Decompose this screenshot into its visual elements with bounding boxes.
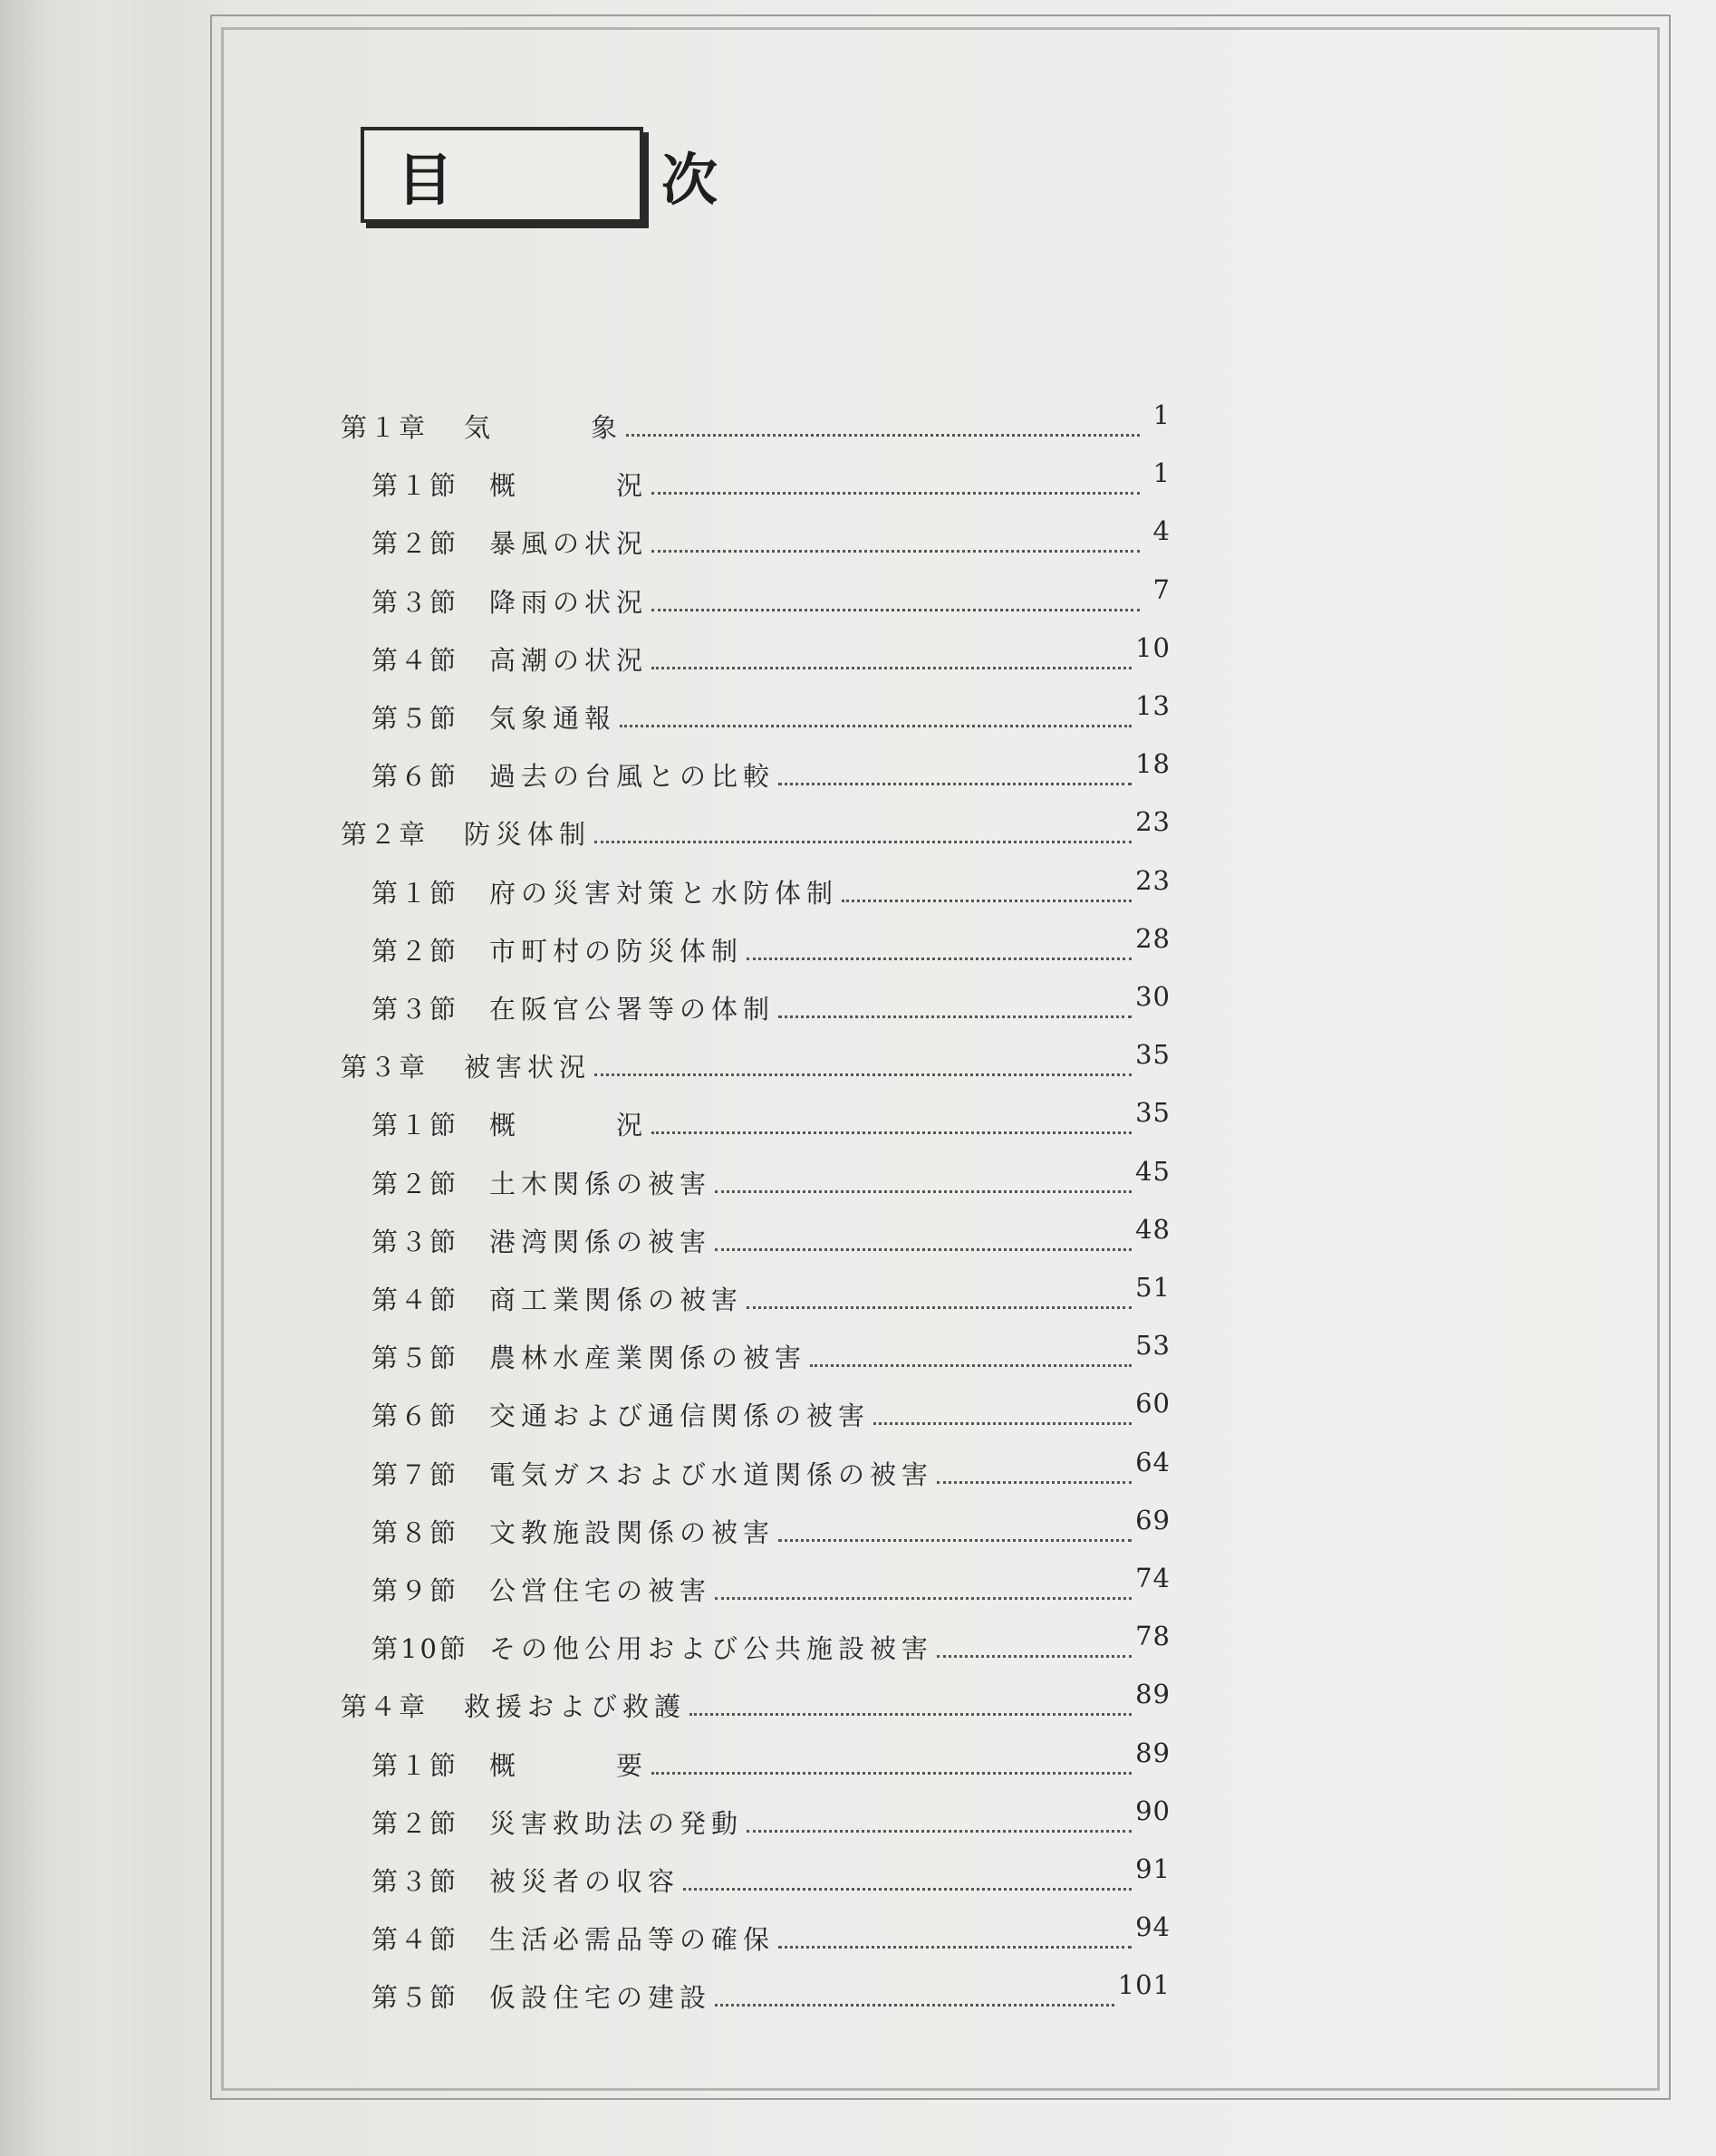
toc-entry-number: 第２節 (371, 1807, 459, 1839)
toc-leader-dots (778, 1946, 1132, 1949)
toc-entry-number: 第３章 (341, 1052, 429, 1083)
toc-section-entry[interactable] (371, 1911, 1171, 1958)
toc-entry-number: 第５節 (371, 703, 459, 734)
toc-entry-label: 土木関係の被害 (489, 1168, 712, 1199)
toc-leader-dots (651, 1772, 1132, 1775)
toc-entry-number: 第４章 (341, 1691, 429, 1723)
toc-entry-label: 被害状況 (464, 1052, 592, 1083)
toc-entry-number: 第６節 (371, 1400, 459, 1432)
toc-entry-label: 概 況 (489, 470, 649, 502)
toc-chapter-entry[interactable] (341, 1679, 1171, 1725)
toc-entry-page: 45 (1135, 1155, 1171, 1187)
toc-entry-page: 51 (1135, 1272, 1171, 1303)
toc-entry-number: 第４節 (371, 1924, 459, 1956)
toc-entry-page: 91 (1135, 1853, 1171, 1884)
toc-section-entry[interactable] (371, 457, 1171, 504)
toc-leader-dots (651, 550, 1140, 553)
toc-entry-label: 過去の台風との比較 (489, 761, 776, 793)
toc-section-entry[interactable] (371, 1097, 1171, 1143)
toc-entry-label: 概 況 (489, 1110, 649, 1141)
toc-section-entry[interactable] (371, 573, 1171, 621)
toc-section-entry[interactable] (371, 631, 1171, 679)
toc-chapter-entry[interactable] (341, 1039, 1171, 1085)
toc-section-entry[interactable] (371, 690, 1171, 736)
toc-entry-number: 第２節 (371, 935, 459, 967)
toc-entry-label: 文教施設関係の被害 (489, 1516, 776, 1548)
toc-entry-number: 第４節 (371, 1285, 459, 1315)
toc-entry-page: 74 (1135, 1563, 1171, 1593)
toc-section-entry[interactable] (371, 1563, 1171, 1609)
toc-entry-page: 60 (1135, 1388, 1171, 1420)
toc-section-entry[interactable] (371, 515, 1171, 562)
toc-entry-label: 市町村の防災体制 (489, 935, 744, 967)
toc-entry-label: 高潮の状況 (489, 644, 649, 676)
toc-leader-dots (778, 1539, 1132, 1542)
toc-entry-number: 第１章 (341, 412, 429, 443)
toc-entry-label: 救援および救護 (464, 1691, 687, 1723)
toc-entry-label: 降雨の状況 (489, 586, 649, 618)
toc-entry-page: 7 (1152, 573, 1171, 605)
toc-section-entry[interactable] (371, 864, 1171, 911)
toc-entry-label: 農林水産業関係の被害 (489, 1343, 807, 1374)
toc-entry-label: 概 要 (489, 1749, 649, 1781)
toc-leader-dots (594, 841, 1132, 843)
toc-entry-label: 交通および通信関係の被害 (489, 1400, 871, 1432)
toc-entry-page: 4 (1152, 515, 1171, 547)
toc-entry-label: 仮設住宅の建設 (489, 1982, 712, 2014)
toc-entry-page: 1 (1152, 399, 1171, 430)
toc-chapter-entry[interactable] (341, 399, 1171, 446)
toc-leader-dots (715, 1190, 1132, 1193)
toc-entry-label: 公営住宅の被害 (489, 1575, 712, 1606)
toc-entry-label: 被災者の収容 (489, 1866, 680, 1897)
toc-entry-number: 第６節 (371, 761, 459, 793)
toc-leader-dots (651, 667, 1132, 669)
toc-entry-number: 第５節 (371, 1982, 459, 2014)
toc-entry-number: 第２章 (341, 819, 429, 851)
toc-leader-dots (651, 1131, 1132, 1134)
toc-entry-number: 第８節 (371, 1516, 459, 1548)
toc-entry-number: 第２節 (371, 1168, 459, 1199)
toc-section-entry[interactable] (371, 922, 1171, 969)
toc-entry-number: 第３節 (371, 994, 459, 1025)
toc-entry-page: 89 (1135, 1679, 1171, 1710)
toc-entry-label: 気 象 (464, 412, 623, 443)
toc-entry-number: 第７節 (371, 1458, 459, 1490)
toc-entry-label: その他公用および公共施設被害 (489, 1633, 934, 1665)
toc-chapter-entry[interactable] (341, 806, 1171, 852)
toc-section-entry[interactable] (371, 1853, 1171, 1900)
toc-leader-dots (842, 900, 1132, 902)
toc-entry-number: 第２節 (371, 528, 459, 560)
toc-leader-dots (689, 1713, 1132, 1716)
toc-leader-dots (715, 2004, 1114, 2007)
toc-leader-dots (715, 1597, 1132, 1600)
toc-entry-number: 第１節 (371, 1110, 459, 1141)
toc-entry-number: 第１節 (371, 1749, 459, 1781)
toc-section-entry[interactable] (371, 1621, 1171, 1667)
toc-section-entry[interactable] (371, 1446, 1171, 1493)
toc-entry-label: 港湾関係の被害 (489, 1226, 712, 1257)
toc-entry-page: 53 (1135, 1330, 1171, 1362)
toc-entry-label: 府の災害対策と水防体制 (489, 877, 839, 909)
toc-entry-page: 23 (1135, 806, 1171, 838)
toc-entry-page: 30 (1135, 981, 1171, 1012)
toc-leader-dots (937, 1655, 1132, 1658)
toc-entry-number: 第３節 (371, 1226, 459, 1257)
toc-entry-number: 第１節 (371, 877, 459, 909)
toc-entry-label: 商工業関係の被害 (489, 1285, 744, 1315)
toc-leader-dots (651, 492, 1140, 495)
toc-entry-label: 暴風の状況 (489, 528, 649, 560)
toc-entry-page: 35 (1135, 1097, 1171, 1129)
toc-leader-dots (620, 725, 1132, 727)
toc-section-entry[interactable] (371, 1388, 1171, 1434)
toc-leader-dots (778, 1015, 1132, 1018)
toc-entry-page: 1 (1152, 457, 1171, 489)
toc-leader-dots (747, 1306, 1132, 1309)
toc-entry-page: 18 (1135, 748, 1171, 780)
toc-entry-number: 第５節 (371, 1343, 459, 1374)
toc-section-entry[interactable] (371, 1330, 1171, 1376)
toc-entry-page: 23 (1135, 864, 1171, 896)
toc-entry-page: 28 (1135, 922, 1171, 954)
toc-entry-label: 災害救助法の発動 (489, 1807, 744, 1839)
toc-leader-dots (683, 1888, 1132, 1891)
toc-section-entry[interactable] (371, 1272, 1171, 1318)
toc-leader-dots (873, 1422, 1132, 1425)
toc-leader-dots (810, 1364, 1132, 1367)
toc-leader-dots (747, 1830, 1132, 1833)
toc-leader-dots (937, 1481, 1132, 1484)
toc-entry-page: 48 (1135, 1213, 1171, 1245)
toc-entry-label: 在阪官公署等の体制 (489, 994, 776, 1025)
toc-leader-dots (651, 609, 1140, 611)
toc-section-entry[interactable] (371, 1737, 1171, 1784)
toc-leader-dots (747, 958, 1132, 960)
toc-entry-label: 生活必需品等の確保 (489, 1924, 776, 1956)
toc-entry-page: 69 (1135, 1504, 1171, 1535)
toc-entry-number: 第３節 (371, 1866, 459, 1897)
toc-section-entry[interactable] (371, 1795, 1171, 1842)
toc-section-entry[interactable] (371, 748, 1171, 794)
toc-entry-page: 64 (1135, 1446, 1171, 1477)
toc-entry-label: 電気ガスおよび水道関係の被害 (489, 1458, 934, 1490)
toc-section-entry[interactable] (371, 1155, 1171, 1202)
toc-entry-number: 第１節 (371, 470, 459, 502)
toc-entry-label: 気象通報 (489, 703, 617, 734)
toc-section-entry[interactable] (371, 1969, 1171, 2016)
toc-title: 目 次 (397, 146, 795, 213)
toc-leader-dots (626, 434, 1140, 437)
toc-leader-dots (778, 783, 1132, 785)
toc-entry-page: 10 (1135, 631, 1171, 663)
toc-entry-page: 78 (1135, 1621, 1171, 1652)
toc-entry-page: 35 (1135, 1039, 1171, 1071)
toc-entry-page: 94 (1135, 1911, 1171, 1943)
toc-entry-number: 第４節 (371, 644, 459, 676)
toc-entry-number: 第３節 (371, 586, 459, 618)
toc-entry-number: 第10節 (371, 1633, 468, 1665)
toc-section-entry[interactable] (371, 1504, 1171, 1551)
toc-entry-page: 89 (1135, 1737, 1171, 1768)
toc-leader-dots (594, 1073, 1132, 1076)
toc-entry-label: 防災体制 (464, 819, 592, 851)
toc-leader-dots (715, 1248, 1132, 1251)
toc-entry-page: 101 (1117, 1969, 1171, 2001)
toc-section-entry[interactable] (371, 981, 1171, 1027)
toc-entry-page: 90 (1135, 1795, 1171, 1826)
toc-entry-number: 第９節 (371, 1575, 459, 1606)
toc-section-entry[interactable] (371, 1213, 1171, 1260)
toc-entry-page: 13 (1135, 690, 1171, 721)
